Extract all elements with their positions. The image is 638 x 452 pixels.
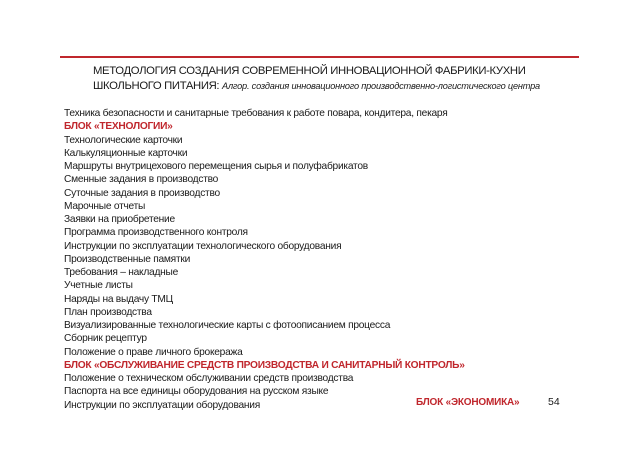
title-line-1: МЕТОДОЛОГИЯ СОЗДАНИЯ СОВРЕМЕННОЙ ИННОВАЦИОННОЙ ФАБРИКИ-КУХНИ bbox=[93, 65, 526, 77]
title-line-2 bbox=[93, 79, 573, 94]
list-item: Программа производственного контроля bbox=[64, 227, 248, 239]
list-item: Положение о техническом обслуживании средств производства bbox=[64, 373, 354, 384]
list-item: Инструкции по эксплуатации оборудования bbox=[64, 399, 261, 411]
document-list bbox=[64, 107, 534, 412]
list-item: Требования – накладные bbox=[64, 267, 179, 278]
list-item: Инструкции по эксплуатации технологического оборудования bbox=[64, 240, 342, 252]
title-subtitle: Алгор. создания инновационного производственно-логистического центра bbox=[222, 81, 540, 91]
list-item: Марочные отчеты bbox=[64, 200, 146, 212]
list-item: Калькуляционные карточки bbox=[64, 147, 188, 159]
page-number: 54 bbox=[548, 396, 560, 408]
list-item: Маршруты внутрицехового перемещения сырья и полуфабрикатов bbox=[64, 161, 368, 172]
list-item: Техника безопасности и санитарные требования к работе повара, кондитера, пекаря bbox=[64, 108, 448, 119]
list-item: План производства bbox=[64, 306, 152, 318]
list-item: Сменные задания в производство bbox=[64, 174, 219, 186]
list-item: Визуализированные технологические карты с фотоописанием процесса bbox=[64, 320, 391, 331]
title-line-2-main: ШКОЛЬНОГО ПИТАНИЯ: bbox=[93, 80, 223, 92]
list-item: Учетные листы bbox=[64, 280, 133, 292]
list-item: Сборник рецептур bbox=[64, 333, 147, 345]
title-divider bbox=[60, 56, 579, 58]
list-item: Положение о праве личного брокеража bbox=[64, 346, 243, 358]
list-item: Технологические карточки bbox=[64, 134, 183, 146]
list-item: Суточные задания в производство bbox=[64, 187, 220, 199]
list-item: Производственные памятки bbox=[64, 253, 191, 265]
list-item: Наряды на выдачу ТМЦ bbox=[64, 293, 173, 305]
block-heading: БЛОК «ТЕХНОЛОГИИ» bbox=[64, 121, 173, 133]
block-heading: БЛОК «ОБСЛУЖИВАНИЕ СРЕДСТВ ПРОИЗВОДСТВА И САНИТАРНЫЙ КОНТРОЛЬ» bbox=[64, 359, 465, 371]
economics-block-label: БЛОК «ЭКОНОМИКА» bbox=[416, 397, 520, 408]
slide-title bbox=[93, 64, 573, 94]
list-item: Паспорта на все единицы оборудования на русском языке bbox=[64, 386, 329, 398]
list-item: Заявки на приобретение bbox=[64, 214, 175, 225]
